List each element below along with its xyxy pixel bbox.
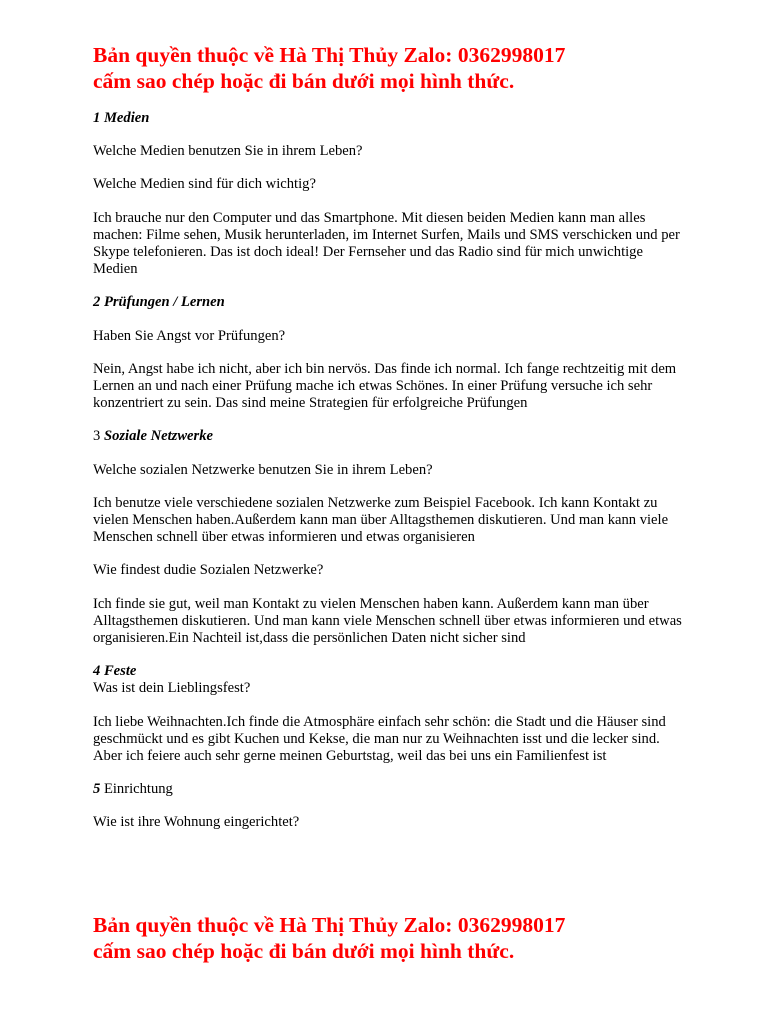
copyright-line-1: Bản quyền thuộc về Hà Thị Thủy Zalo: 0362998017 bbox=[93, 913, 566, 937]
answer-paragraph: Ich finde sie gut, weil man Kontakt zu vielen Menschen haben kann. Außerdem kann man über Alltagsthemen diskutieren. Und man kann viele Menschen schnell über etwas informieren und etwas organisieren.Ein Nachteil ist,dass die persönlichen Daten nicht sicher sind bbox=[93, 595, 682, 647]
copyright-notice-bottom bbox=[93, 912, 733, 964]
section-heading-soziale-netzwerke bbox=[93, 428, 683, 445]
document-body bbox=[93, 110, 683, 848]
answer-paragraph: Ich brauche nur den Computer und das Smartphone. Mit diesen beiden Medien kann man alles machen: Filme sehen, Musik herunterladen, im Internet Surfen, Mails und SMS verschicken und per Skype telefonieren. Das ist doch ideal! Der Fernseher und das Radio sind für mich unwichtige Medien bbox=[93, 209, 680, 278]
question-text: Haben Sie Angst vor Prüfungen? bbox=[93, 327, 286, 344]
question-text: Was ist dein Lieblingsfest? bbox=[93, 680, 251, 697]
copyright-notice-top bbox=[93, 42, 733, 94]
section-heading-einrichtung bbox=[93, 781, 683, 798]
copyright-line-2: cấm sao chép hoặc đi bán dưới mọi hình thức. bbox=[93, 939, 515, 963]
question-text: Welche Medien sind für dich wichtig? bbox=[93, 176, 316, 193]
answer-paragraph: Ich benutze viele verschiedene sozialen Netzwerke zum Beispiel Facebook. Ich kann Kontakt zu vielen Menschen haben.Außerdem kann man über Alltagsthemen diskutieren. Und man kann viele Menschen schnell über etwas informieren und etwas organisieren bbox=[93, 494, 669, 546]
copyright-line-1: Bản quyền thuộc về Hà Thị Thủy Zalo: 0362998017 bbox=[93, 43, 566, 67]
section-heading-pruefungen: 2 Prüfungen / Lernen bbox=[93, 294, 225, 311]
section-number: 3 bbox=[93, 428, 101, 445]
section-heading-feste: 4 Feste bbox=[93, 663, 137, 680]
copyright-line-2: cấm sao chép hoặc đi bán dưới mọi hình thức. bbox=[93, 69, 515, 93]
answer-paragraph: Nein, Angst habe ich nicht, aber ich bin nervös. Das finde ich normal. Ich fange rechtzeitig mit dem Lernen an und nach einer Prüfung mache ich etwas Schönes. In einer Prüfung versuche ich sehr konzentriert zu sein. Das sind meine Strategien für erfolgreiche Prüfungen bbox=[93, 360, 677, 412]
section-number: 5 bbox=[93, 781, 101, 798]
question-text: Welche sozialen Netzwerke benutzen Sie in ihrem Leben? bbox=[93, 461, 433, 478]
section-heading-medien: 1 Medien bbox=[93, 110, 150, 126]
answer-paragraph: Ich liebe Weihnachten.Ich finde die Atmosphäre einfach sehr schön: die Stadt und die Häuser sind geschmückt und es gibt Kuchen und Kekse, die man nur zu Weihnachten isst und die lecker sind. Aber ich feiere auch sehr gerne meinen Geburtstag, weil das bei uns ein Familienfest ist bbox=[93, 713, 666, 765]
question-text: Wie ist ihre Wohnung eingerichtet? bbox=[93, 814, 300, 831]
question-text: Welche Medien benutzen Sie in ihrem Leben? bbox=[93, 143, 363, 160]
section-title: Soziale Netzwerke bbox=[103, 428, 213, 445]
section-title: Einrichtung bbox=[103, 781, 173, 798]
question-text: Wie findest dudie Sozialen Netzwerke? bbox=[93, 562, 324, 579]
